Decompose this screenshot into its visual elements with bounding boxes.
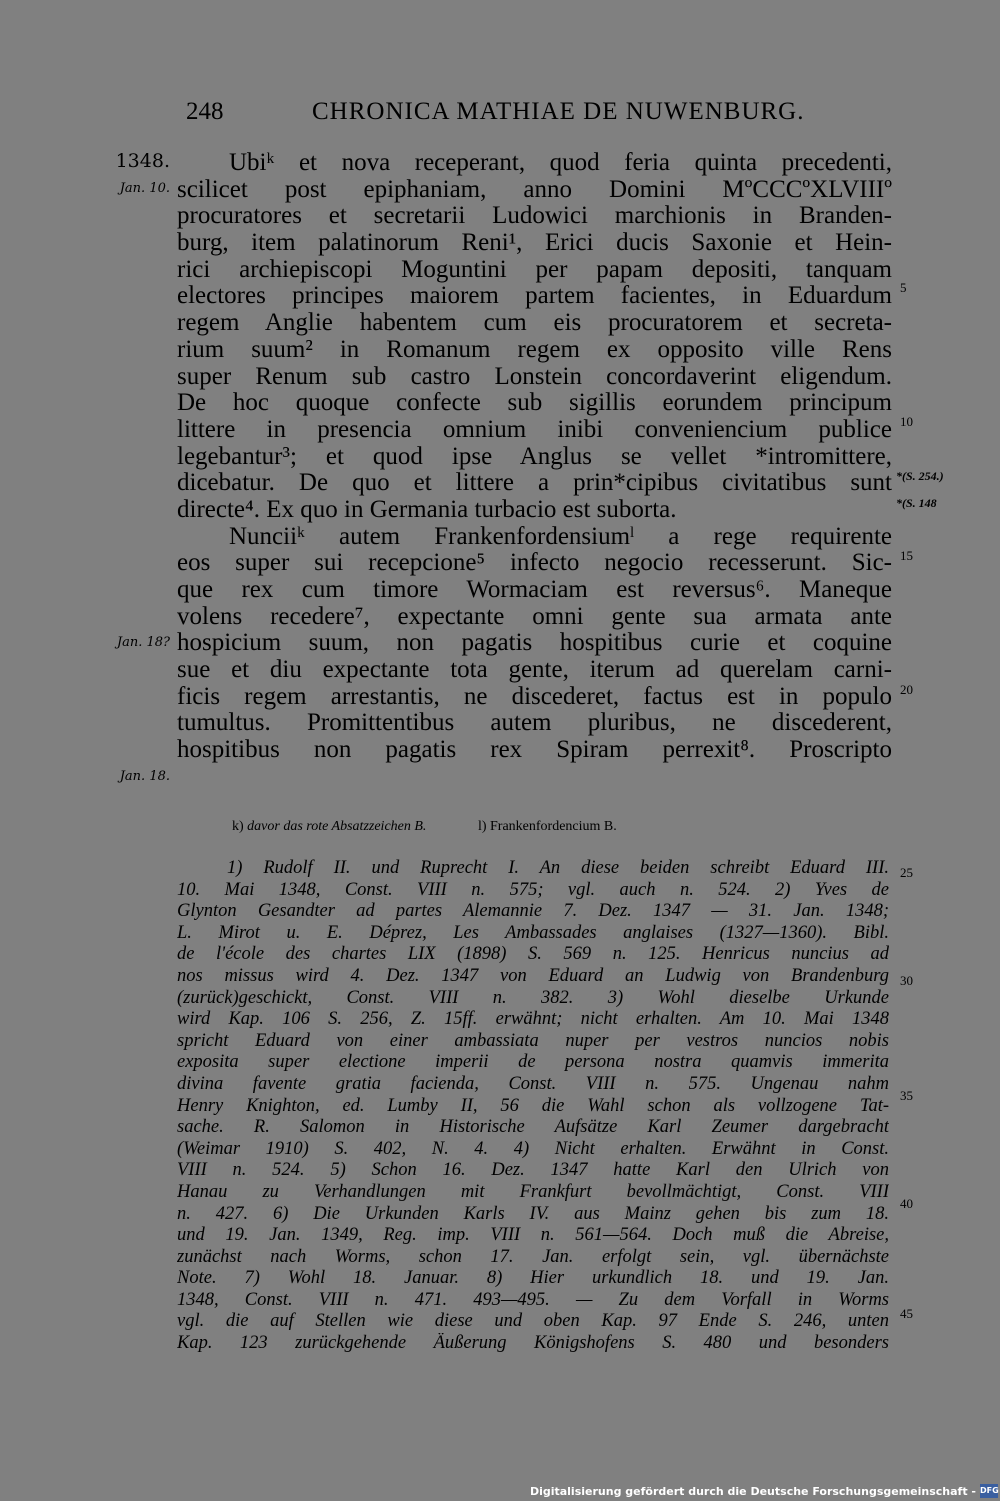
dfg-logo: DFG	[980, 1484, 998, 1498]
main-text	[177, 150, 892, 764]
footnote-line: sache. R. Salomon in Historische Aufsätze Karl Zeumer dargebracht	[177, 1117, 889, 1138]
apparatus-note-l: Frankenfordencium B.	[490, 819, 617, 834]
footnote-line: Hanau zu Verhandlungen mit Frankfurt bevollmächtigt, Const. VIII	[177, 1181, 889, 1202]
text-line: volens recedere⁷, expectante omni gente sua armata ante	[177, 603, 892, 630]
text-line: eos super sui recepcione⁵ infecto negocio recesserunt. Sic-	[177, 550, 892, 577]
funding-notice: Digitalisierung gefördert durch die Deutsche Forschungsgemeinschaft -	[529, 1485, 976, 1498]
running-title: CHRONICA MATHIAE DE NUWENBURG.	[312, 98, 805, 125]
footnote-line: (Weimar 1910) S. 402, N. 4. 4) Nicht erhalten. Erwähnt in Const.	[177, 1138, 889, 1159]
text-line: littere in presencia omnium inibi conveniencium publice	[177, 416, 892, 443]
footnote-line: Kap. 123 zurückgehende Äußerung Königshofens S. 480 und besonders	[177, 1333, 889, 1354]
text-line: burg, item palatinorum Reni¹, Erici ducis Saxonie et Hein-	[177, 230, 892, 257]
margin-page-ref: *(S. 148	[896, 496, 937, 510]
apparatus-label-l: l)	[477, 819, 487, 834]
footnote-line: Glynton Gesandter ad partes Alemannie 7. Dez. 1347 — 31. Jan. 1348;	[177, 901, 889, 922]
text-line: hospitibus non pagatis rex Spiram perrexit⁸. Proscripto	[177, 737, 892, 764]
text-line: que rex cum timore Wormaciam est reversus⁶. Maneque	[177, 577, 892, 603]
footnote-line: wird Kap. 106 S. 256, Z. 15ff. erwähnt; nicht erhalten. Am 10. Mai 1348	[177, 1009, 889, 1030]
page-header	[180, 98, 900, 138]
margin-date-jan18q: Jan. 18?	[116, 635, 170, 650]
footnote-line: 1) Rudolf II. und Ruprecht I. An diese beiden schreibt Eduard III.	[227, 858, 889, 878]
text-line: directe⁴. Ex quo in Germania turbacio est suborta.	[177, 496, 677, 523]
line-number: 35	[900, 1088, 913, 1103]
margin-year: 1348.	[115, 150, 170, 172]
footnote-line: 10. Mai 1348, Const. VIII n. 575; vgl. auch n. 524. 2) Yves de	[177, 879, 889, 900]
text-line: procuratores et secretarii Ludowici marchionis in Branden-	[177, 203, 892, 230]
footnote-line: nos missus wird 4. Dez. 1347 von Eduard an Ludwig von Brandenburg	[177, 965, 889, 986]
line-number: 15	[900, 548, 913, 563]
line-number: 45	[900, 1306, 913, 1321]
line-number: 10	[900, 414, 913, 429]
text-line: super Renum sub castro Lonstein concordaverint eligendum.	[177, 363, 892, 390]
footnote-line: Note. 7) Wohl 18. Januar. 8) Hier urkundlich 18. und 19. Jan.	[177, 1268, 889, 1289]
footnote-line: zunächst nach Worms, schon 17. Jan. erfolgt sein, vgl. übernächste	[177, 1246, 889, 1267]
apparatus-label-k: k)	[232, 819, 244, 834]
line-number: 30	[900, 973, 913, 988]
footnote-line: VIII n. 524. 5) Schon 16. Dez. 1347 hatte Karl den Ulrich von	[177, 1160, 889, 1181]
footnote-line: L. Mirot u. E. Déprez, Les Ambassades anglaises (1327—1360). Bibl.	[177, 922, 889, 943]
footnote-line: exposita super electione imperii de persona nostra quamvis immerita	[177, 1052, 889, 1073]
text-line: rici archiepiscopi Moguntini per papam depositi, tanquam	[177, 256, 892, 283]
footnote-line: de l'école des chartes LIX (1898) S. 569 n. 125. Henricus nuncius ad	[177, 944, 889, 965]
line-number: 40	[900, 1196, 913, 1211]
footnote-line: spricht Eduard von einer ambassiata nuper per vestros nuncios nobis	[177, 1030, 889, 1051]
footnote-line: und 19. Jan. 1349, Reg. imp. VIII n. 561—564. Doch muß die Abreise,	[177, 1225, 889, 1246]
footnote-line: 1348, Const. VIII n. 471. 493—495. — Zu dem Vorfall in Worms	[177, 1289, 889, 1310]
footnote-line: Henry Knighton, ed. Lumby II, 56 die Wahl schon als vollzogene Tat-	[177, 1095, 889, 1116]
text-line: scilicet post epiphaniam, anno Domini MºCCCºXLVIIIº	[177, 176, 892, 203]
margin-date-jan18: Jan. 18.	[119, 769, 170, 784]
margin-page-ref: *(S. 254.)	[896, 469, 944, 483]
apparatus-note-k: davor das rote Absatzzeichen B.	[247, 819, 427, 834]
footnote-line: divina favente gratia facienda, Const. VIII n. 575. Ungenau nahm	[177, 1073, 889, 1094]
line-number: 25	[900, 865, 913, 880]
footnote-line: vgl. die auf Stellen wie diese und oben Kap. 97 Ende S. 246, unten	[177, 1311, 889, 1332]
text-line: De hoc quoque confecte sub sigillis eorundem principum	[177, 390, 892, 417]
text-line: ficis regem arrestantis, ne discederet, factus est in populo	[177, 683, 892, 710]
text-line: rium suum² in Romanum regem ex opposito ville Rens	[177, 336, 892, 363]
footnote-line: (zurück)geschickt, Const. VIII n. 382. 3) Wohl dieselbe Urkunde	[177, 987, 889, 1008]
line-number: 20	[900, 682, 913, 697]
text-line: hospicium suum, non pagatis hospitibus curie et coquine	[177, 630, 892, 657]
text-line: electores principes maiorem partem facientes, in Eduardum	[177, 283, 892, 310]
text-line: legebantur³; et quod ipse Anglus se vellet *intromittere,	[177, 443, 892, 470]
textual-apparatus	[232, 819, 617, 835]
footnotes	[177, 858, 889, 1355]
text-line: Ubiᵏ et nova receperant, quod feria quinta precedenti,	[229, 150, 892, 176]
text-line: tumultus. Promittentibus autem pluribus, ne discederent,	[177, 710, 892, 737]
line-number: 5	[900, 280, 907, 295]
text-line: Nunciiᵏ autem Frankenfordensiumˡ a rege requirente	[229, 523, 892, 550]
page-number: 248	[186, 98, 224, 125]
footnote-line: n. 427. 6) Die Urkunden Karls IV. aus Mainz gehen bis zum 18.	[177, 1203, 889, 1224]
text-line: dicebatur. De quo et littere a prin*cipibus civitatibus sunt	[177, 470, 892, 497]
text-line: regem Anglie habentem cum eis procuratorem et secreta-	[177, 310, 892, 337]
margin-date-jan10: Jan. 10.	[119, 181, 170, 196]
text-line: sue et diu expectante tota gente, iterum ad querelam carni-	[177, 657, 892, 684]
